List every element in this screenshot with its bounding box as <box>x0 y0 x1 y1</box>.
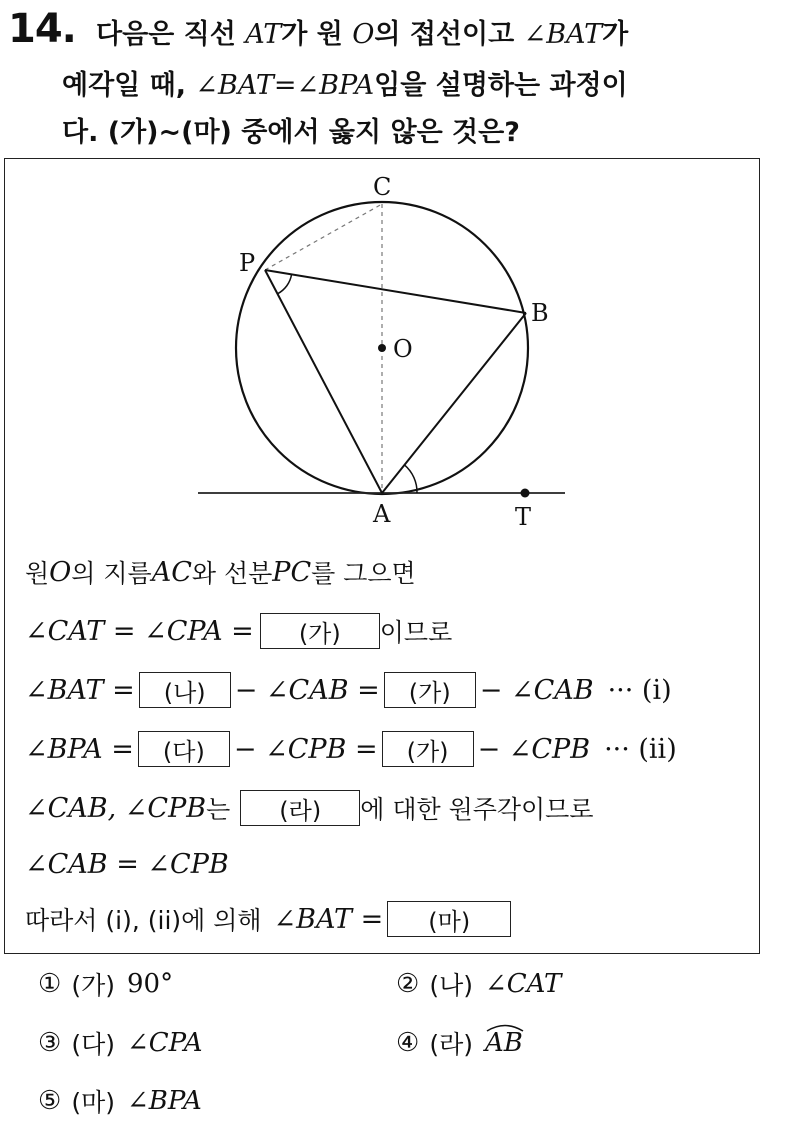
proof-line-7 <box>25 901 511 937</box>
blank-da: (다) <box>138 731 230 767</box>
segment-ac-symbol: AC <box>151 556 192 588</box>
question-line-2 <box>62 63 628 102</box>
proof-line-4 <box>25 731 677 767</box>
proof-equation: ∠BAT = <box>25 674 135 706</box>
blank-ga: (가) <box>382 731 474 767</box>
option-number: ④ <box>396 1028 420 1058</box>
line-at-symbol: AT <box>245 19 282 50</box>
angle-bat: ∠BAT <box>523 19 603 50</box>
option-4[interactable] <box>396 1025 523 1061</box>
option-tag: (마) <box>71 1088 115 1117</box>
arc-ab <box>485 1028 523 1058</box>
option-number: ② <box>396 969 420 999</box>
proof-line-5 <box>25 790 593 826</box>
blank-ga: (가) <box>384 672 476 708</box>
circle-o-symbol: O <box>352 19 375 50</box>
circle-o-symbol: O <box>49 556 72 588</box>
option-value: ∠BPA <box>126 1086 202 1116</box>
option-number: ① <box>38 969 62 999</box>
label-c: C <box>373 173 392 201</box>
point-t <box>521 489 530 498</box>
option-1[interactable] <box>38 966 173 1002</box>
proof-line-6 <box>25 849 229 880</box>
question-text: 임을 설명하는 과정이 <box>374 70 628 101</box>
option-value: ∠CPA <box>126 1028 203 1058</box>
option-value: 90° <box>126 969 174 999</box>
arc-overline-icon <box>485 1022 525 1032</box>
center-point <box>378 344 386 352</box>
option-2[interactable] <box>396 966 561 1002</box>
proof-equation: − ∠CPB <box>477 733 591 765</box>
equation-ref-i: ··· (i) <box>607 674 672 706</box>
proof-text: 따라서 (i), (ii)에 의해 <box>25 906 262 935</box>
option-5[interactable] <box>38 1083 202 1119</box>
label-t: T <box>515 503 532 531</box>
proof-text: 는 <box>206 795 231 824</box>
proof-text: 의 지름 <box>71 559 152 588</box>
option-tag: (가) <box>71 971 115 1000</box>
equals-sign: = <box>273 70 297 101</box>
proof-text: 를 그으면 <box>311 559 416 588</box>
question-line-3: 다. (가)~(마) 중에서 옳지 않은 것은? <box>62 117 520 148</box>
proof-box <box>4 158 760 954</box>
label-b: B <box>531 299 549 327</box>
option-value: AB <box>484 1028 523 1058</box>
option-number: ⑤ <box>38 1086 62 1116</box>
question-text: 다음은 직선 <box>96 19 246 50</box>
proof-equation: ∠CAB = ∠CPB <box>25 849 229 880</box>
blank-ra: (라) <box>240 790 360 826</box>
proof-text: 원 <box>25 559 50 588</box>
proof-equation: ∠BPA = <box>25 733 134 765</box>
option-value: ∠CAT <box>484 969 562 999</box>
segment-pc-symbol: PC <box>272 556 312 588</box>
angle-arc-p <box>278 274 292 293</box>
proof-line-1 <box>25 554 416 590</box>
proof-equation: − ∠CPB = <box>233 733 378 765</box>
angle-bat: ∠BAT <box>195 70 274 101</box>
proof-text: 에 대한 원주각이므로 <box>360 795 594 824</box>
proof-equation: ∠BAT = <box>273 903 384 935</box>
proof-equation: ∠CAB, ∠CPB <box>25 792 207 824</box>
label-p: P <box>239 249 256 277</box>
option-tag: (다) <box>71 1030 115 1059</box>
segment-pb <box>265 270 526 313</box>
circle-figure <box>5 159 761 539</box>
proof-line-2 <box>25 613 452 649</box>
question-text: 예각일 때, <box>62 70 196 101</box>
angle-bpa: ∠BPA <box>296 70 375 101</box>
option-3[interactable] <box>38 1025 203 1061</box>
blank-ga: (가) <box>260 613 380 649</box>
angle-arc-a <box>405 465 418 493</box>
question-line-1 <box>96 12 628 51</box>
proof-line-3 <box>25 672 672 708</box>
question-text: 의 접선이고 <box>374 19 524 50</box>
question-number: 14. <box>8 6 76 52</box>
proof-equation: − ∠CAB = <box>234 674 380 706</box>
question-text: 가 <box>602 19 629 50</box>
option-number: ③ <box>38 1028 62 1058</box>
option-tag: (라) <box>429 1030 473 1059</box>
label-a: A <box>373 500 391 528</box>
option-tag: (나) <box>429 971 473 1000</box>
equation-ref-ii: ··· (ii) <box>604 733 677 765</box>
label-o: O <box>393 335 413 363</box>
blank-ma: (마) <box>387 901 511 937</box>
proof-text: 와 선분 <box>191 559 273 588</box>
proof-equation: ∠CAT = ∠CPA = <box>25 615 254 647</box>
proof-equation: − ∠CAB <box>479 674 594 706</box>
question-text: 가 원 <box>281 19 353 50</box>
proof-text: 이므로 <box>379 618 453 647</box>
segment-pa <box>265 270 382 493</box>
blank-na: (나) <box>139 672 231 708</box>
